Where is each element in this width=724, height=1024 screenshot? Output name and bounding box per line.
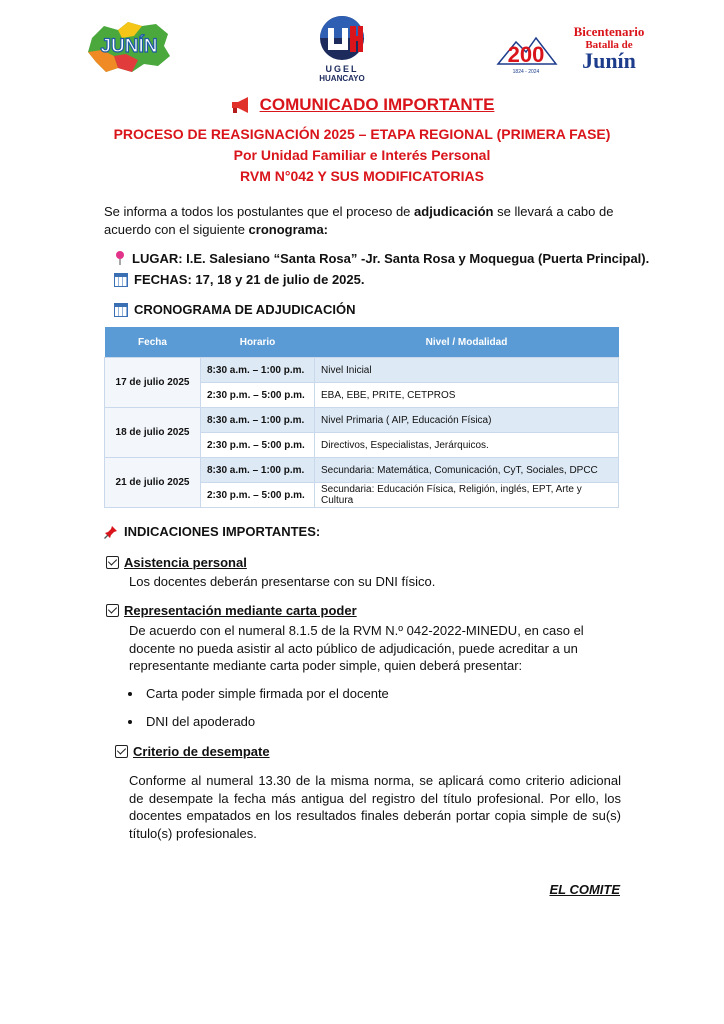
modality-subtitle: Por Unidad Familiar e Interés Personal: [233, 147, 491, 163]
page-title: COMUNICADO IMPORTANTE: [230, 94, 495, 116]
representacion-heading: Representación mediante carta poder: [106, 603, 357, 618]
ugel-huancayo-logo: [308, 14, 376, 84]
desempate-text: Conforme al numeral 13.30 de la misma norma, se aplicará como criterio adicional de desempate la fecha más antigua del registro del título profesional. Por ello, los docentes empatados en los resultados finales deberán portar copia simple de su(s) título(s) profesionales.: [129, 773, 621, 841]
nivel-cell: Nivel Primaria ( AIP, Educación Física): [315, 408, 619, 433]
date-cell: 18 de julio 2025: [105, 408, 201, 458]
ugel-label: UGEL: [325, 64, 359, 74]
calendar-icon: [114, 303, 128, 317]
pin-icon: [114, 250, 126, 266]
process-subtitle: PROCESO DE REASIGNACIÓN 2025 – ETAPA REGIONAL (PRIMERA FASE): [113, 126, 611, 142]
huancayo-label: HUANCAYO: [319, 74, 365, 83]
megaphone-icon: [230, 96, 252, 114]
svg-text:200: 200: [507, 42, 545, 67]
nivel-cell: Directivos, Especialistas, Jerárquicos.: [315, 433, 619, 458]
svg-text:JUNÍN: JUNÍN: [100, 36, 158, 57]
svg-text:1824 - 2024: 1824 - 2024: [512, 69, 540, 75]
calendar-icon: [114, 273, 128, 287]
hour-cell: 2:30 p.m. – 5:00 p.m.: [201, 483, 315, 508]
lugar-line: LUGAR: I.E. Salesiano “Santa Rosa” -Jr. Santa Rosa y Moquegua (Puerta Principal).: [114, 250, 649, 266]
junin-region-logo: [84, 16, 174, 78]
pushpin-icon: [104, 525, 118, 539]
bullet-icon: [128, 692, 132, 696]
asistencia-heading: Asistencia personal: [106, 555, 247, 570]
checkbox-icon: [106, 604, 119, 617]
signature: EL COMITE: [549, 882, 620, 897]
nivel-cell: Secundaria: Matemática, Comunicación, CyT, Sociales, DPCC: [315, 458, 619, 483]
table-row: [105, 408, 619, 433]
hour-cell: 2:30 p.m. – 5:00 p.m.: [201, 383, 315, 408]
asistencia-text: Los docentes deberán presentarse con su DNI físico.: [129, 574, 436, 589]
svg-text:Batalla de: Batalla de: [585, 39, 633, 51]
adjudicacion-emphasis: adjudicación: [414, 204, 494, 219]
fechas-line: FECHAS: 17, 18 y 21 de julio de 2025.: [114, 272, 364, 287]
desempate-heading: Criterio de desempate: [115, 744, 270, 759]
hour-cell: 8:30 a.m. – 1:00 p.m.: [201, 408, 315, 433]
checkbox-icon: [106, 556, 119, 569]
cronograma-heading: CRONOGRAMA DE ADJUDICACIÓN: [114, 302, 355, 317]
nivel-cell: Secundaria: Educación Física, Religión, inglés, EPT, Arte y Cultura: [315, 483, 619, 508]
cronograma-emphasis: cronograma:: [248, 222, 329, 237]
svg-text:Junín: Junín: [582, 48, 636, 73]
date-cell: 21 de julio 2025: [105, 458, 201, 508]
intro-paragraph: Se informa a todos los postulantes que el proceso de adjudicación se llevará a cabo de acuerdo con el siguiente cronograma:: [104, 204, 614, 237]
header-fecha: Fecha: [105, 327, 201, 358]
list-item: DNI del apoderado: [128, 714, 255, 729]
rvm-subtitle: RVM N°042 Y SUS MODIFICATORIAS: [240, 168, 484, 184]
header-horario: Horario: [201, 327, 315, 358]
table-row: [105, 458, 619, 483]
table-header-row: [105, 327, 619, 358]
header-nivel: Nivel / Modalidad: [315, 327, 619, 358]
date-cell: 17 de julio 2025: [105, 358, 201, 408]
hour-cell: 2:30 p.m. – 5:00 p.m.: [201, 433, 315, 458]
hour-cell: 8:30 a.m. – 1:00 p.m.: [201, 458, 315, 483]
representacion-text: De acuerdo con el numeral 8.1.5 de la RVM N.º 042-2022-MINEDU, en caso el docente no pueda asistir al acto público de adjudicación, puede acreditar a un representante mediante carta poder simple, quien deberá presentar:: [129, 623, 584, 673]
bullet-icon: [128, 720, 132, 724]
schedule-table: [104, 327, 619, 508]
svg-text:Bicentenario: Bicentenario: [573, 24, 645, 39]
list-item: Carta poder simple firmada por el docente: [128, 686, 389, 701]
title-block: [0, 94, 724, 187]
nivel-cell: EBA, EBE, PRITE, CETPROS: [315, 383, 619, 408]
indicaciones-heading: INDICACIONES IMPORTANTES:: [104, 524, 320, 539]
bicentenario-logo: [496, 20, 656, 76]
nivel-cell: Nivel Inicial: [315, 358, 619, 383]
table-row: [105, 358, 619, 383]
checkbox-icon: [115, 745, 128, 758]
hour-cell: 8:30 a.m. – 1:00 p.m.: [201, 358, 315, 383]
